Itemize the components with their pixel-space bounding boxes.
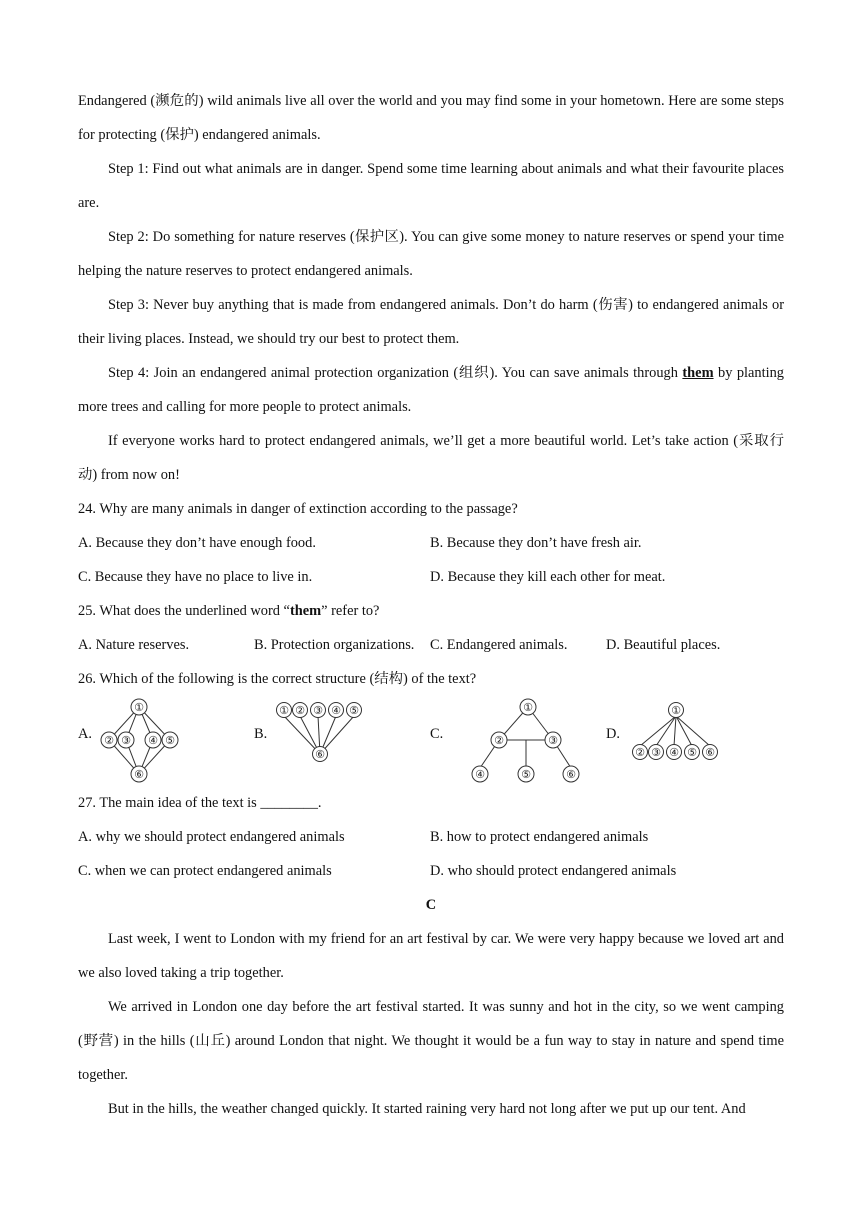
- paragraph-5-text-after: by planting more trees and calling for more people to protect animals.: [78, 365, 784, 415]
- question-26-option-c[interactable]: [430, 696, 600, 786]
- q25-stem-bold: them: [289, 603, 322, 619]
- passage-c-paragraph-1: Last week, I went to London with my friend for an art festival by car. We were very happy because we loved art and we also loved taking a trip together.: [78, 931, 784, 981]
- node-4: ④: [669, 746, 679, 759]
- node-3: ③: [313, 704, 323, 717]
- option-c-label: C.: [430, 726, 444, 742]
- passage-c-paragraph-3: But in the hills, the weather changed quickly. It started raining very hard not long after we put up our tent. And: [108, 1101, 746, 1117]
- question-26-structure-options: [78, 696, 784, 786]
- option-d-label: D.: [606, 726, 620, 742]
- node-5: ⑤: [165, 734, 175, 747]
- node-4: ④: [475, 768, 485, 781]
- passage-b-paragraph-5: [78, 356, 784, 424]
- question-26-option-d[interactable]: [606, 696, 784, 786]
- node-3: ③: [651, 746, 661, 759]
- node-5: ⑤: [349, 704, 359, 717]
- document-page: [78, 84, 784, 1126]
- passage-c-paragraph-2: We arrived in London one day before the art festival started. It was sunny and hot in the city, so we went camping (野营) in the hills (山丘) around London that night. We thought it would be a fun way to stay in nature and spend time together.: [78, 999, 784, 1083]
- question-25-stem: [78, 594, 784, 628]
- node-6: ⑥: [705, 746, 715, 759]
- question-24-stem: 24. Why are many animals in danger of extinction according to the passage?: [78, 501, 518, 517]
- node-6: ⑥: [134, 768, 144, 781]
- question-27-options-row-1: [78, 820, 784, 854]
- node-1: ①: [671, 704, 681, 717]
- question-25-option-d[interactable]: D. Beautiful places.: [606, 637, 721, 653]
- question-27-option-c[interactable]: C. when we can protect endangered animals: [78, 863, 332, 879]
- section-c-title: C: [425, 897, 437, 913]
- node-1: ①: [279, 704, 289, 717]
- node-5: ⑤: [687, 746, 697, 759]
- structure-diagram-d: [628, 696, 728, 766]
- question-27-options-row-2: [78, 854, 784, 888]
- passage-b-paragraph-4: Step 3: Never buy anything that is made from endangered animals. Don’t do harm (伤害) to endangered animals or their living places. Instead, we should try our best to protect them.: [78, 297, 784, 347]
- node-6: ⑥: [566, 768, 576, 781]
- question-25-option-a[interactable]: A. Nature reserves.: [78, 637, 190, 653]
- node-2: ②: [635, 746, 645, 759]
- question-26-stem: 26. Which of the following is the correct structure (结构) of the text?: [78, 671, 477, 687]
- question-24-option-c[interactable]: C. Because they have no place to live in.: [78, 569, 313, 585]
- node-1: ①: [134, 701, 144, 714]
- node-1: ①: [523, 701, 533, 714]
- question-24-option-a[interactable]: A. Because they don’t have enough food.: [78, 535, 316, 551]
- question-27-option-b[interactable]: B. how to protect endangered animals: [430, 829, 649, 845]
- question-26-option-a[interactable]: [78, 696, 248, 786]
- option-b-label: B.: [254, 726, 268, 742]
- node-2: ②: [494, 734, 504, 747]
- structure-diagram-b: [274, 696, 374, 766]
- structure-diagram-a: [96, 696, 206, 786]
- question-27-stem: 27. The main idea of the text is ________.: [78, 795, 322, 811]
- passage-b-paragraph-6: If everyone works hard to protect endangered animals, we’ll get a more beautiful world. Let’s take action (采取行动) from now on!: [78, 433, 784, 483]
- q25-stem-after: ” refer to?: [321, 603, 380, 619]
- question-25-option-b[interactable]: B. Protection organizations.: [254, 637, 415, 653]
- question-27-option-a[interactable]: A. why we should protect endangered animals: [78, 829, 345, 845]
- question-24-options-row-2: [78, 560, 784, 594]
- question-27-option-d[interactable]: D. who should protect endangered animals: [430, 863, 677, 879]
- structure-diagram-c: [450, 696, 590, 786]
- node-4: ④: [331, 704, 341, 717]
- paragraph-5-text-before: Step 4: Join an endangered animal protection organization (组织). You can save animals through: [108, 365, 683, 381]
- passage-b-paragraph-2: Step 1: Find out what animals are in danger. Spend some time learning about animals and what their favourite places are.: [78, 161, 784, 211]
- question-25-options: [78, 628, 784, 662]
- question-25-option-c[interactable]: C. Endangered animals.: [430, 637, 568, 653]
- q25-stem-before: 25. What does the underlined word “: [78, 603, 290, 619]
- passage-b-paragraph-3: Step 2: Do something for nature reserves (保护区). You can give some money to nature reserves or spend your time helping the nature reserves to protect endangered animals.: [78, 229, 784, 279]
- node-5: ⑤: [521, 768, 531, 781]
- node-2: ②: [104, 734, 114, 747]
- node-6: ⑥: [315, 748, 325, 761]
- option-a-label: A.: [78, 726, 92, 742]
- passage-b-paragraph-1: Endangered (濒危的) wild animals live all over the world and you may find some in your hometown. Here are some steps for protecting (保护) endangered animals.: [78, 93, 784, 143]
- question-24-option-b[interactable]: B. Because they don’t have fresh air.: [430, 535, 642, 551]
- node-3: ③: [121, 734, 131, 747]
- question-24-options-row-1: [78, 526, 784, 560]
- node-2: ②: [295, 704, 305, 717]
- node-3: ③: [548, 734, 558, 747]
- question-26-option-b[interactable]: [254, 696, 424, 786]
- underlined-word-them: them: [682, 365, 714, 381]
- question-24-option-d[interactable]: D. Because they kill each other for meat.: [430, 569, 666, 585]
- node-4: ④: [148, 734, 158, 747]
